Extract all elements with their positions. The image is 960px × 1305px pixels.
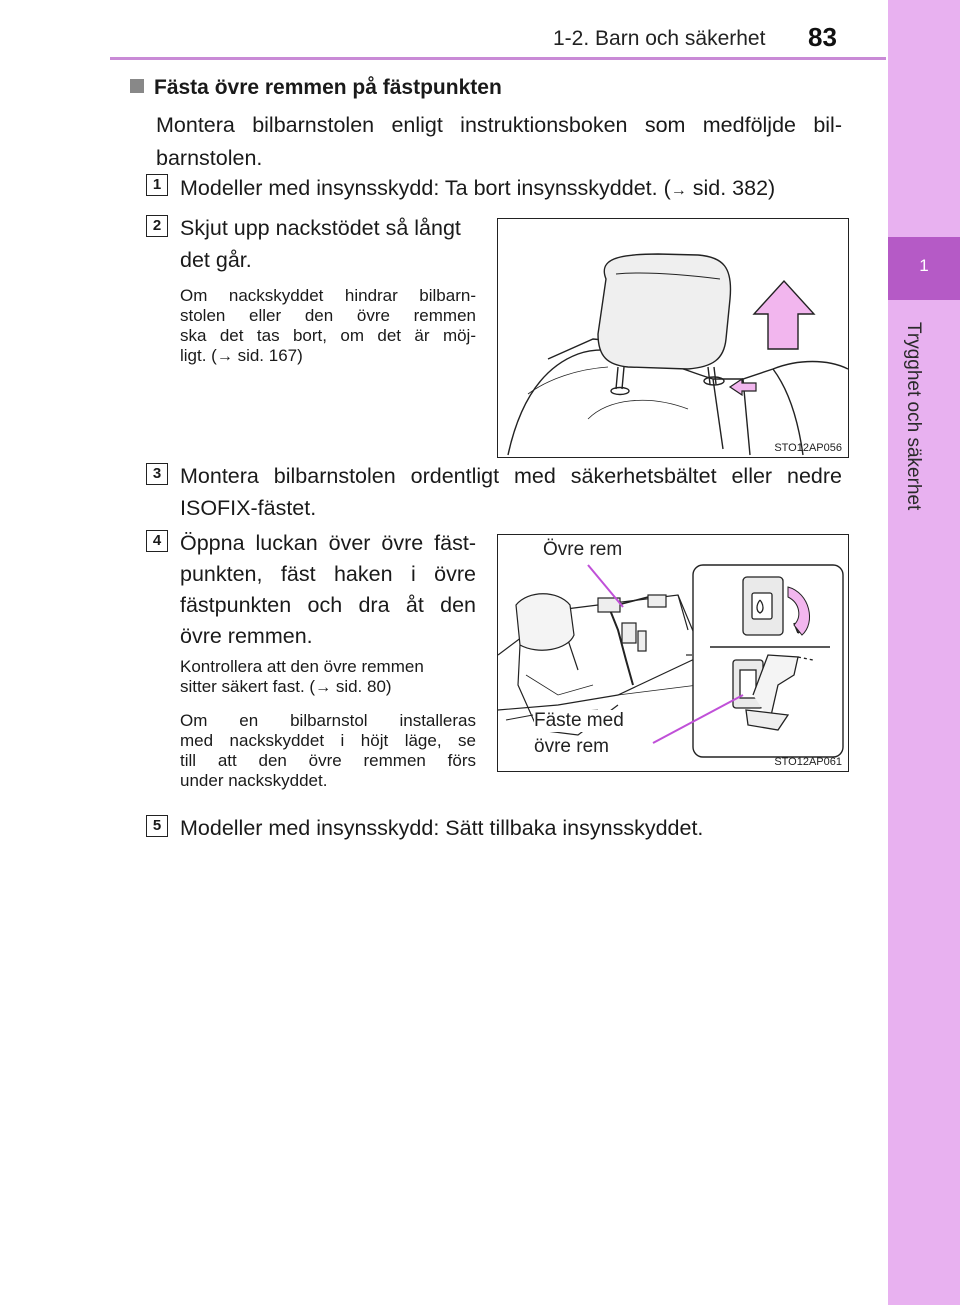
intro-line-2: barnstolen. [156,146,263,170]
figure-headrest [497,218,849,458]
step-2-number: 2 [146,215,168,237]
up-arrow-icon [754,281,814,349]
step-1-text [180,172,775,207]
chapter-section-title: 1-2. Barn och säkerhet [553,27,766,50]
step-2-line-1: Skjut upp nackstödet så långt [180,216,461,240]
step-4-note-2-line-2: med nackskyddet i höjt läge, se [180,731,476,750]
figure-code: STO12AP056 [774,442,842,454]
step-4-note-1-text: sitter säkert fast. ( [180,677,316,696]
step-2-note-line-2: stolen eller den övre remmen [180,306,476,325]
headrest-illustration [498,219,848,457]
callout-label-top: Övre rem [543,539,623,560]
reference-arrow-icon: → [670,182,687,199]
step-4-note-2-line-4: under nackskyddet. [180,771,328,790]
step-1-page-ref: sid. 382) [692,176,776,200]
step-2-line-2: det går. [180,248,252,272]
side-tab [888,0,960,1305]
step-2-note-last: ligt. ( [180,346,217,365]
section-title [130,76,502,100]
step-2-note-line-4 [180,346,303,367]
step-4-note-2-line-3: till att den övre remmen förs [180,751,476,770]
step-4-note-2-line-1: Om en bilbarnstol installeras [180,711,476,730]
reference-arrow-icon: → [216,348,233,365]
step-1-instruction: Modeller med insynsskydd: Ta bort insynsskyddet. ( [180,176,671,200]
callout-label-bottom-line-1: Fäste med [534,710,624,731]
step-4-line-4: övre remmen. [180,624,313,648]
step-3-line-2: ISOFIX-fästet. [180,496,317,520]
intro-line-1: Montera bilbarnstolen enligt instruktionsboken som medföljde bil- [156,113,842,137]
step-2-note-page-ref: sid. 167) [237,346,303,365]
step-3-number: 3 [146,463,168,485]
side-tab-chapter-title: Trygghet och säkerhet [903,322,924,511]
page-number: 83 [808,22,837,52]
step-4-line-3: fästpunkten och dra åt den [180,593,476,617]
reference-arrow-icon: → [315,679,332,696]
header-rule [110,57,886,60]
step-4-note-1-line-1: Kontrollera att den övre remmen [180,657,424,676]
step-1-number: 1 [146,174,168,196]
step-5-number: 5 [146,815,168,837]
step-4-note-1-page-ref: sid. 80) [335,677,392,696]
bullet-square-icon [130,79,144,93]
step-2-note-line-1: Om nackskyddet hindrar bilbarn- [180,286,476,305]
step-5-text: Modeller med insynsskydd: Sätt tillbaka insynsskyddet. [180,816,704,840]
figure-code: STO12AP061 [774,756,842,768]
section-title-text: Fästa övre remmen på fästpunkten [154,76,502,99]
step-4-note-1-line-2 [180,677,392,698]
step-3-line-1: Montera bilbarnstolen ordentligt med säkerhetsbältet eller nedre [180,464,842,488]
figure-top-tether [497,534,849,772]
step-4-line-2: punkten, fäst haken i övre [180,562,476,586]
callout-label-bottom-line-2: övre rem [534,736,609,757]
step-4-line-1: Öppna luckan över övre fäst- [180,531,476,555]
step-4-number: 4 [146,530,168,552]
step-2-note-line-3: ska det tas bort, om det är möj- [180,326,476,345]
side-tab-chapter-number: 1 [919,256,929,275]
